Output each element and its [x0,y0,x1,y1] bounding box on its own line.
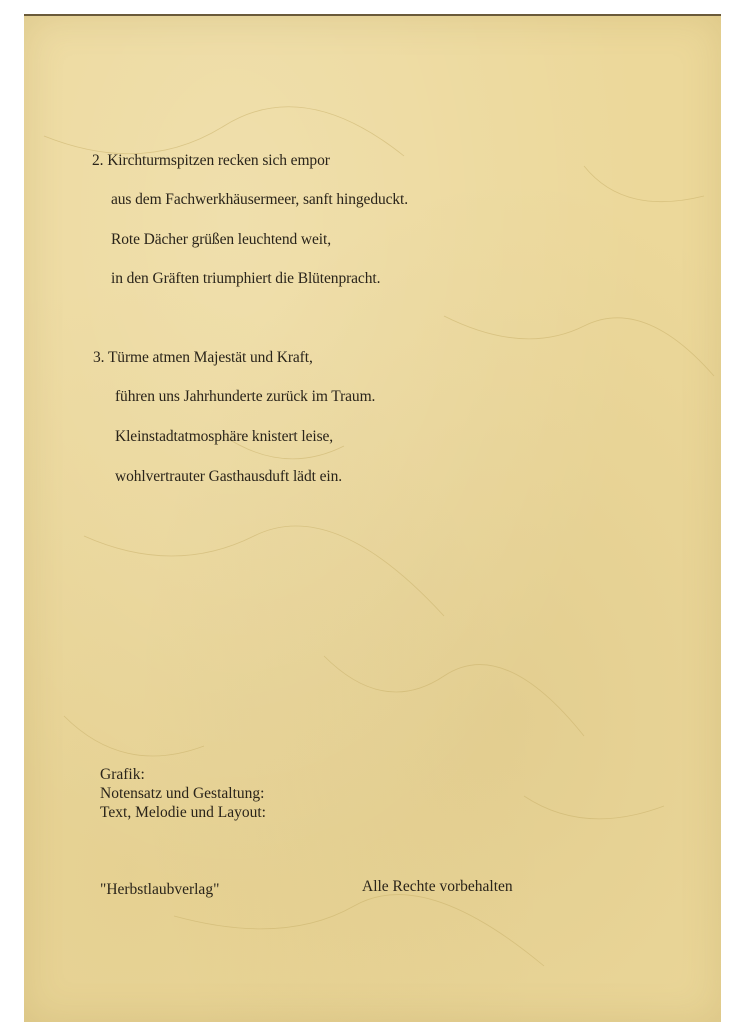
rights-notice: Alle Rechte vorbehalten [362,878,513,895]
verse-3-line-4: wohlvertrauter Gasthausduft lädt ein. [115,468,343,485]
verse-2-line-2: aus dem Fachwerkhäusermeer, sanft hingeduckt. [111,191,409,208]
verse-3-line-3: Kleinstadtatmosphäre knistert leise, [115,428,334,445]
verse-2-line-1 [92,152,330,170]
parchment-page [24,14,721,1022]
verse-2-line-3: Rote Dächer grüßen leuchtend weit, [111,231,331,248]
verse-line-text: Türme atmen Majestät und Kraft, [107,349,313,366]
verse-line-text: Kirchturmspitzen recken sich empor [107,152,330,169]
verse-3-line-2: führen uns Jahrhunderte zurück im Traum. [115,388,376,405]
verse-2-line-4: in den Gräften triumphiert die Blütenpracht. [111,270,381,287]
credit-grafik: Grafik: [100,766,145,783]
verse-2-number: 2. [92,152,104,169]
publisher-name: "Herbstlaubverlag" [100,881,220,898]
credit-notensatz: Notensatz und Gestaltung: [100,785,265,802]
credit-text-melodie: Text, Melodie und Layout: [100,804,266,821]
verse-3-number: 3. [93,349,105,366]
verse-3-line-1 [93,349,313,367]
